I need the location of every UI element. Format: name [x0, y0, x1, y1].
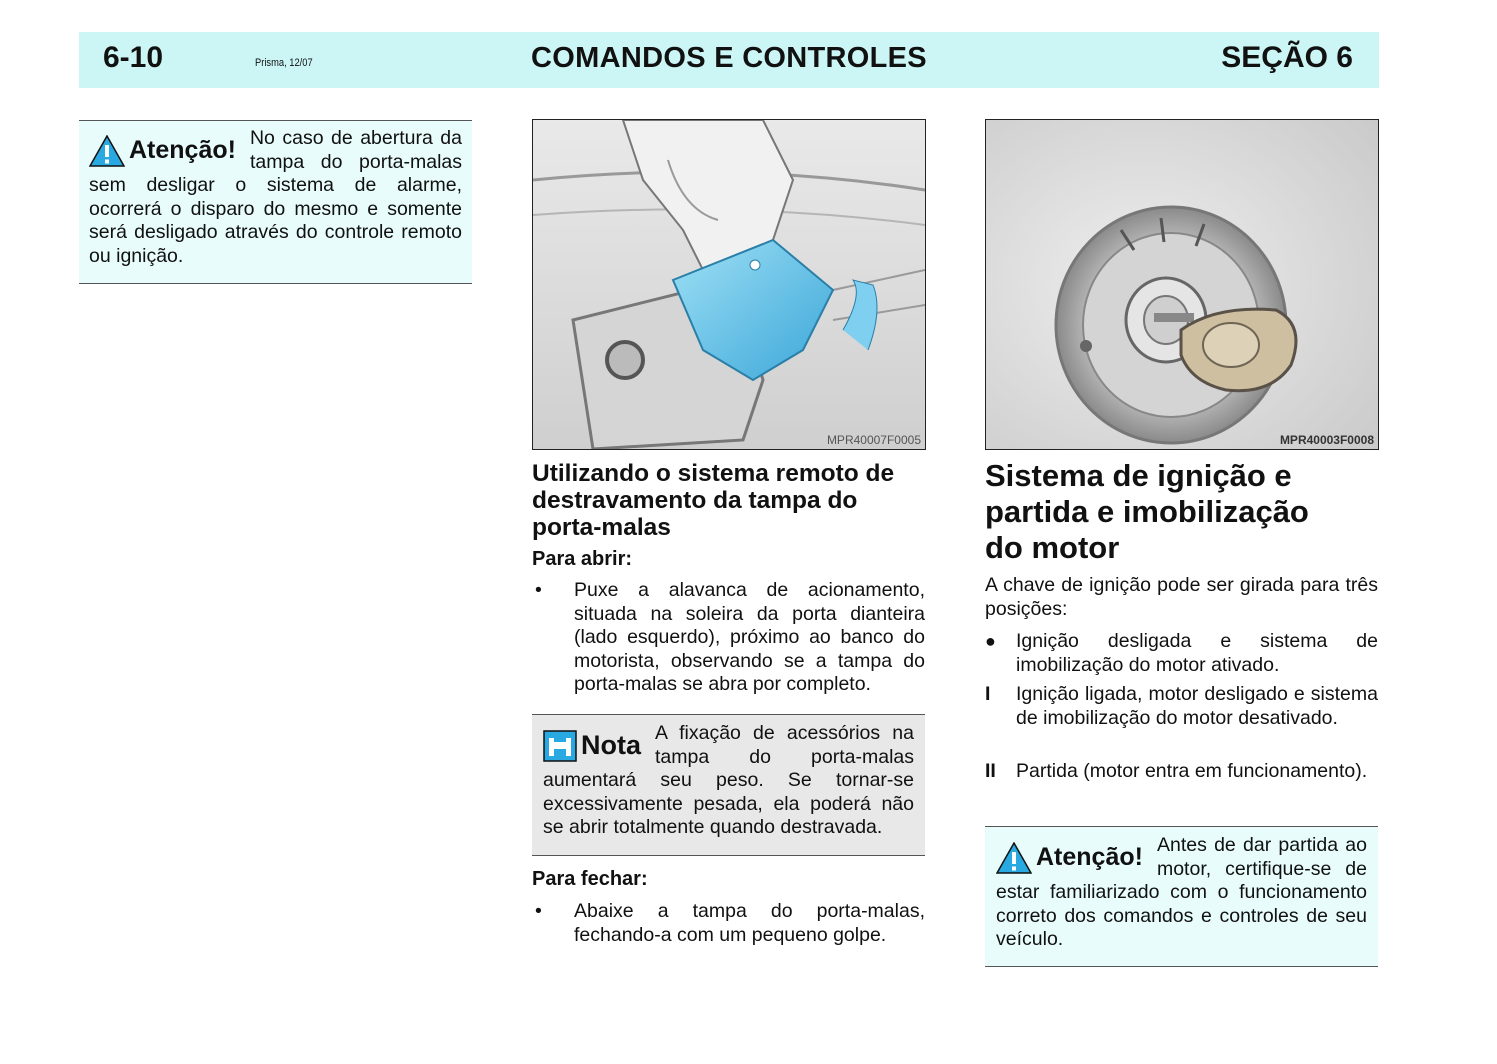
ignition-intro: A chave de ignição pode ser girada para três posições: [985, 574, 1378, 620]
close-instruction-text: Abaixe a tampa do porta-malas, fechando-a com um pequeno golpe. [574, 900, 925, 946]
warning-body: Antes de dar partida ao motor, certifique-se de estar familiarizado com o funcionamento correto dos comandos e controles de seu veículo. [996, 834, 1367, 950]
position-marker: I [985, 683, 991, 705]
warning-box-alarm [79, 120, 472, 284]
bullet-marker: • [535, 579, 542, 601]
page-header [79, 32, 1379, 88]
note-label: Nota [581, 730, 641, 761]
warning-box-startup [985, 826, 1378, 967]
open-instruction-text: Puxe a alavanca de acionamento, situada na soleira da porta dianteira (lado esquerdo), próximo ao banco do motorista, observando se a tampa do porta-malas se abra por completo. [574, 579, 925, 695]
page-number: 6-10 [103, 41, 164, 74]
position-text: Ignição desligada e sistema de imobilização do motor ativado. [1016, 630, 1378, 676]
ignition-key-illustration [986, 120, 1378, 449]
page-title: COMANDOS E CONTROLES [531, 42, 927, 74]
position-item-ii [985, 760, 1378, 784]
trunk-release-heading: Utilizando o sistema remoto de destravamento da tampa do porta-malas [532, 460, 895, 541]
note-text [543, 722, 914, 840]
position-marker: II [985, 760, 996, 782]
position-item-i [985, 683, 1378, 730]
position-text: Partida (motor entra em funcionamento). [1016, 760, 1368, 782]
note-icon [543, 730, 577, 762]
trunk-release-photo [532, 119, 926, 450]
warning-label: Atenção! [1036, 843, 1143, 872]
edition-label: Prisma, 12/07 [255, 57, 313, 69]
note-body: A fixação de acessórios na tampa do porta-malas aumentará seu peso. Se tornar-se excessivamente pesada, ela poderá não se abrir totalmente quando destravada. [543, 722, 914, 838]
warning-body: No caso de abertura da tampa do porta-malas sem desligar o sistema de alarme, ocorrerá o disparo do mesmo e somente será desligado através do controle remoto ou ignição. [89, 127, 462, 267]
warning-triangle-icon [996, 842, 1032, 874]
close-label: Para fechar: [532, 868, 648, 890]
bullet-marker: • [535, 900, 542, 922]
warning-text [89, 127, 462, 268]
photo-code: MPR40003F0008 [1279, 433, 1374, 447]
ignition-key-photo [985, 119, 1379, 450]
note-lead [543, 724, 641, 768]
trunk-release-illustration [533, 120, 925, 449]
ignition-heading: Sistema de ignição e partida e imobilização do motor [985, 458, 1309, 565]
open-instruction [532, 579, 925, 697]
warning-lead [89, 129, 236, 173]
position-marker: ● [985, 631, 996, 651]
section-label: SEÇÃO 6 [1221, 41, 1353, 74]
warning-lead [996, 836, 1143, 880]
position-item-off [985, 630, 1378, 677]
note-box [532, 714, 925, 856]
open-label: Para abrir: [532, 548, 633, 570]
warning-text [996, 834, 1367, 952]
close-instruction [532, 900, 925, 947]
position-text: Ignição ligada, motor desligado e sistema de imobilização do motor desativado. [1016, 683, 1378, 729]
warning-label: Atenção! [129, 136, 236, 165]
warning-triangle-icon [89, 135, 125, 167]
photo-code: MPR40007F0005 [826, 433, 921, 447]
